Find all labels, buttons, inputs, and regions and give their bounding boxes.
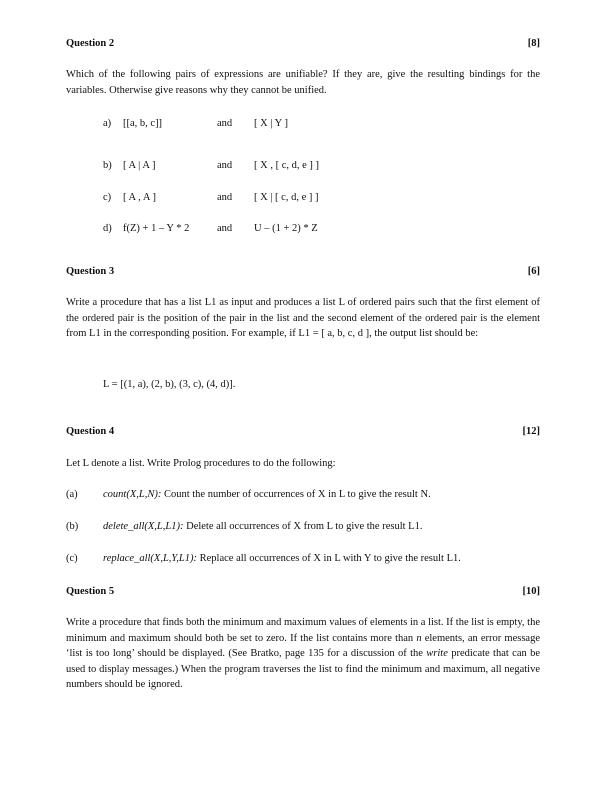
question-5-title: Question 5 [66, 586, 115, 597]
unify-item-c [0, 190, 604, 206]
procedure-description: Count the number of occurrences of X in L to give the result N. [161, 489, 431, 500]
question-3-title: Question 3 [66, 266, 115, 277]
item-right-expr: [ X | [ c, d, e ] ] [254, 192, 319, 203]
question-3-text: Write a procedure that has a list L1 as input and produces a list L of ordered pairs such that the first element of the ordered pair is the position of the pair in the list and the second element of the ordered pair is the element from L1 in the corresponding position. For example, if L1 = [ a, b, c, d ], the output list should be: [66, 297, 540, 339]
question-2-title: Question 2 [66, 38, 115, 49]
q5-text-part-3: predicate that can be used to display messages.) When the program traverses the list to find the minimum and maximum, all negative numbers should be ignored. [66, 648, 540, 690]
question-3-marks: [6] [527, 266, 540, 277]
unify-item-a [0, 116, 604, 132]
item-left-expr: [ A | A ] [123, 160, 156, 171]
question-4-marks: [12] [522, 426, 540, 437]
procedure-item-c [0, 551, 604, 567]
unify-item-b [0, 158, 604, 174]
question-4-intro: Let L denote a list. Write Prolog procedures to do the following: [66, 458, 336, 469]
item-label: (a) [66, 489, 78, 500]
item-conj: and [217, 223, 233, 234]
item-text [103, 519, 422, 535]
q5-text-part-1: Write a procedure that finds both the minimum and maximum values of elements in a list. If the list is empty, the minimum and maximum should both be set to zero. If the list contains more than [66, 617, 540, 644]
q5-write-predicate: write [426, 648, 448, 659]
procedure-signature: count(X,L,N): [103, 489, 162, 500]
unify-item-d [0, 221, 604, 237]
question-5-marks: [10] [522, 586, 540, 597]
q5-n-variable: n [416, 632, 422, 644]
item-text [103, 551, 461, 567]
item-conj: and [217, 118, 233, 129]
item-left-expr: [ A , A ] [123, 192, 156, 203]
item-left-expr: [[a, b, c]] [123, 118, 163, 129]
procedure-signature: delete_all(X,L,L1): [103, 521, 184, 532]
item-left-expr: f(Z) + 1 – Y * 2 [123, 223, 190, 234]
item-conj: and [217, 160, 233, 171]
item-label: (b) [66, 521, 79, 532]
item-text [103, 487, 431, 503]
procedure-description: Replace all occurrences of X in L with Y to give the result L1. [197, 553, 461, 564]
question-4-title: Question 4 [66, 426, 115, 437]
q5-text-part-2: elements, an error message ‘list is too long’ should be displayed. (See Bratko, page 135 for a discussion of the [66, 632, 541, 659]
procedure-item-b [0, 519, 604, 535]
item-label: d) [103, 223, 112, 234]
question-5-text [66, 615, 540, 693]
item-label: (c) [66, 553, 78, 564]
question-2-intro: Which of the following pairs of expressions are unifiable? If they are, give the resulting bindings for the variables. Otherwise give reasons why they cannot be unified. [66, 69, 540, 96]
item-right-expr: [ X , [ c, d, e ] ] [254, 160, 320, 171]
procedure-item-a [0, 487, 604, 503]
question-2-marks: [8] [527, 38, 540, 49]
item-label: b) [103, 160, 112, 171]
item-label: a) [103, 118, 112, 129]
item-right-expr: [ X | Y ] [254, 118, 288, 129]
question-3-formula: L = [(1, a), (2, b), (3, c), (4, d)]. [103, 379, 236, 390]
item-conj: and [217, 192, 233, 203]
procedure-signature: replace_all(X,L,Y,L1): [103, 553, 198, 564]
procedure-description: Delete all occurrences of X from L to give the result L1. [183, 521, 423, 532]
item-right-expr: U – (1 + 2) * Z [254, 223, 318, 234]
item-label: c) [103, 192, 112, 203]
